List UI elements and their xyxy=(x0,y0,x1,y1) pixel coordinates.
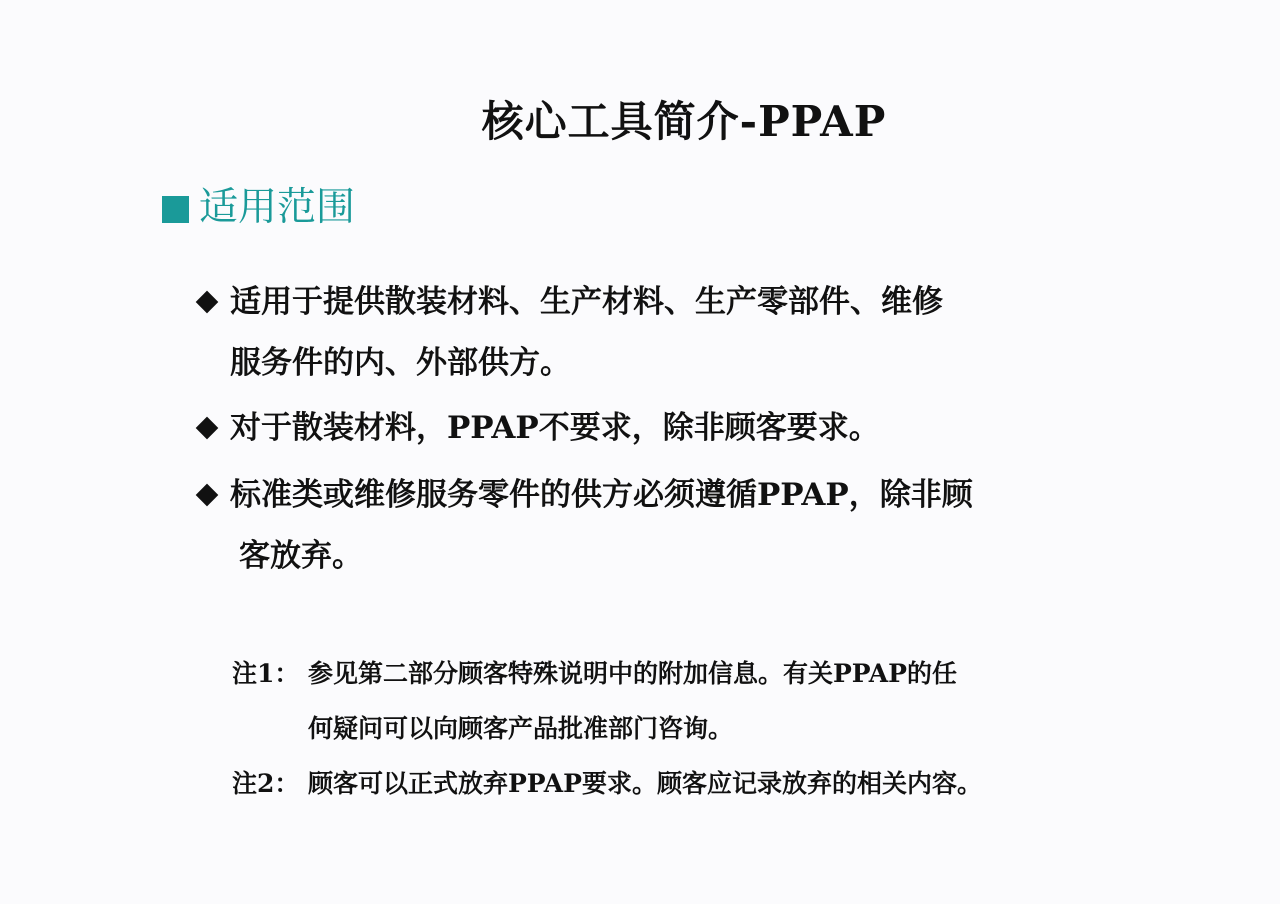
section-heading-label: 适用范围 xyxy=(199,185,356,230)
note-item xyxy=(232,646,1162,701)
note-text-line: 参见第二部分顾客特殊说明中的附加信息。有关PPAP的任 xyxy=(308,659,957,688)
bullet-text-line: 适用于提供散装材料、生产材料、生产零部件、维修 xyxy=(230,284,943,320)
note-label: 注2： xyxy=(232,769,300,798)
note-text-line: 何疑问可以向顾客产品批准部门咨询。 xyxy=(308,714,734,743)
bullet-item xyxy=(196,467,973,589)
note-item xyxy=(232,756,1162,811)
diamond-bullet-icon xyxy=(196,417,218,439)
section-heading xyxy=(162,182,355,234)
bullet-text-line: 服务件的内、外部供方。 xyxy=(230,345,571,381)
diamond-bullet-icon xyxy=(196,484,218,506)
diamond-bullet-icon xyxy=(196,291,218,313)
bullet-item xyxy=(196,400,880,456)
note-text-line: 顾客可以正式放弃PPAP要求。顾客应记录放弃的相关内容。 xyxy=(308,769,982,798)
note-label: 注1： xyxy=(232,659,300,688)
bullet-text-line: 客放弃。 xyxy=(239,538,363,574)
slide-title: 核心工具简介-PPAP xyxy=(481,97,887,146)
bullet-text-line: 标准类或维修服务零件的供方必须遵循PPAP，除非顾 xyxy=(230,477,973,513)
bullet-item xyxy=(196,274,943,396)
bullet-text-line: 对于散装材料，PPAP不要求，除非顾客要求。 xyxy=(230,410,880,446)
square-bullet-icon xyxy=(162,196,189,223)
notes xyxy=(232,646,1162,811)
